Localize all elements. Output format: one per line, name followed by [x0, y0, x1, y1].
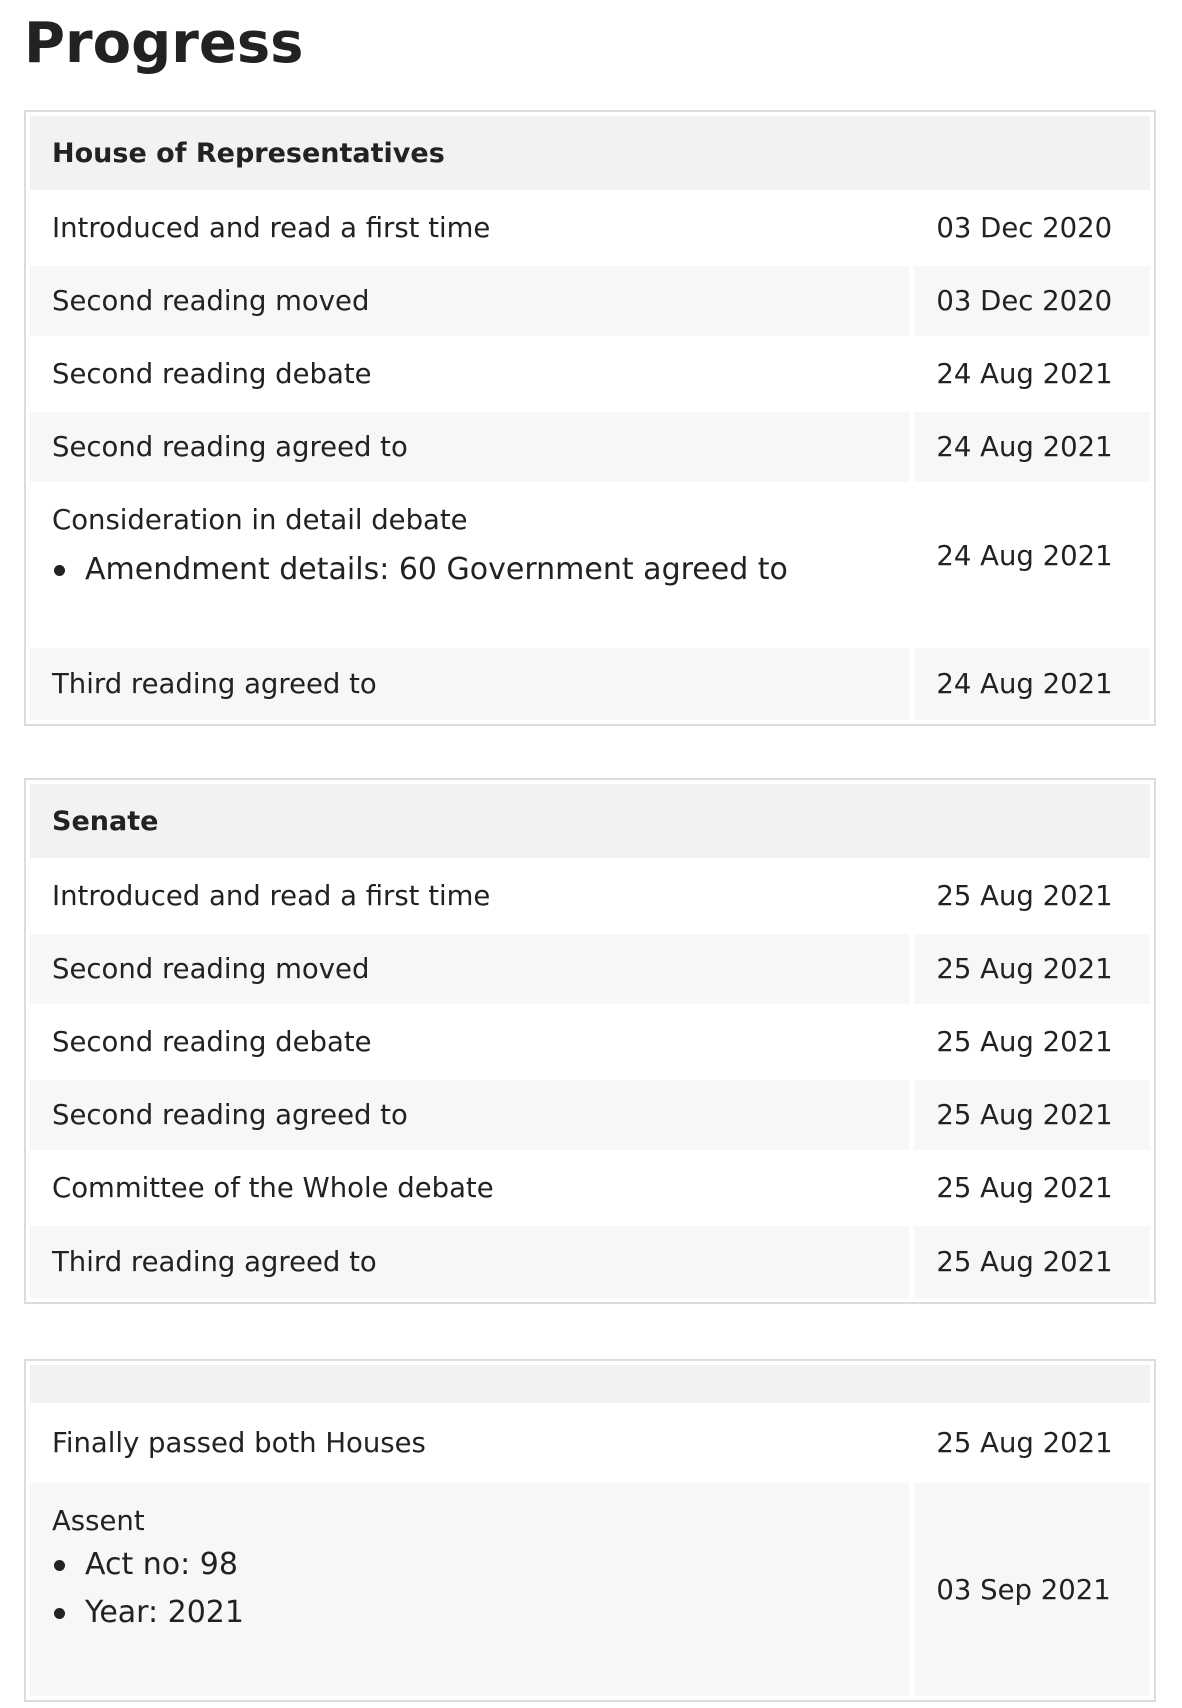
stage-date: 03 Dec 2020	[914, 190, 1150, 266]
stage-detail-item	[52, 1541, 909, 1589]
stage-name: Second reading moved	[30, 934, 909, 1004]
table-row	[30, 1150, 1150, 1226]
stage-name: Third reading agreed to	[30, 1226, 909, 1298]
stage-name: Second reading moved	[30, 266, 909, 336]
bullet-icon	[54, 565, 65, 576]
stage-name: Finally passed both Houses	[30, 1403, 909, 1483]
stage-date: 25 Aug 2021	[914, 858, 1150, 934]
table-row	[30, 266, 1150, 336]
stage-details-list	[52, 1541, 909, 1637]
table-row	[30, 336, 1150, 412]
bullet-icon	[54, 1560, 65, 1571]
table-row	[30, 648, 1150, 720]
stage-detail-item	[52, 546, 909, 594]
stage-cell	[30, 1483, 909, 1696]
bullet-icon	[54, 1608, 65, 1619]
stage-name: Second reading debate	[30, 336, 909, 412]
house-of-representatives-panel	[24, 110, 1156, 726]
final-stages-panel	[24, 1359, 1156, 1702]
stage-detail-text: Amendment details: 60 Government agreed to	[85, 552, 788, 587]
stage-name: Introduced and read a first time	[30, 858, 909, 934]
stage-name: Committee of the Whole debate	[30, 1150, 909, 1226]
stage-name: Third reading agreed to	[30, 648, 909, 720]
stage-date: 25 Aug 2021	[914, 1004, 1150, 1080]
stage-name: Assent	[52, 1505, 145, 1537]
stage-date: 03 Dec 2020	[914, 266, 1150, 336]
stage-date: 25 Aug 2021	[914, 1226, 1150, 1298]
table-row	[30, 1403, 1150, 1483]
stage-cell	[30, 482, 909, 648]
stage-name: Second reading debate	[30, 1004, 909, 1080]
stage-details-list	[52, 546, 909, 594]
stage-detail-item	[52, 1589, 909, 1637]
stage-date: 24 Aug 2021	[914, 412, 1150, 482]
stage-name: Consideration in detail debate	[52, 504, 468, 536]
stage-name: Second reading agreed to	[30, 1080, 909, 1150]
stage-date: 24 Aug 2021	[914, 482, 1150, 648]
table-row	[30, 1004, 1150, 1080]
senate-panel	[24, 778, 1156, 1304]
table-row	[30, 934, 1150, 1004]
table-row	[30, 190, 1150, 266]
table-row	[30, 412, 1150, 482]
stage-date: 25 Aug 2021	[914, 1403, 1150, 1483]
table-row	[30, 1226, 1150, 1298]
stage-name: Second reading agreed to	[30, 412, 909, 482]
stage-date: 25 Aug 2021	[914, 934, 1150, 1004]
table-row	[30, 1080, 1150, 1150]
stage-date: 25 Aug 2021	[914, 1080, 1150, 1150]
section-header: House of Representatives	[30, 116, 1150, 190]
stage-name: Introduced and read a first time	[30, 190, 909, 266]
stage-date: 24 Aug 2021	[914, 648, 1150, 720]
stage-date: 24 Aug 2021	[914, 336, 1150, 412]
stage-date: 25 Aug 2021	[914, 1150, 1150, 1226]
table-row	[30, 1483, 1150, 1696]
page-title: Progress	[24, 11, 304, 76]
stage-detail-text: Act no: 98	[85, 1547, 238, 1582]
section-header: Senate	[30, 784, 1150, 858]
table-row	[30, 858, 1150, 934]
section-header	[30, 1365, 1150, 1403]
stage-detail-text: Year: 2021	[85, 1595, 244, 1630]
table-row	[30, 482, 1150, 648]
stage-date: 03 Sep 2021	[914, 1483, 1150, 1696]
